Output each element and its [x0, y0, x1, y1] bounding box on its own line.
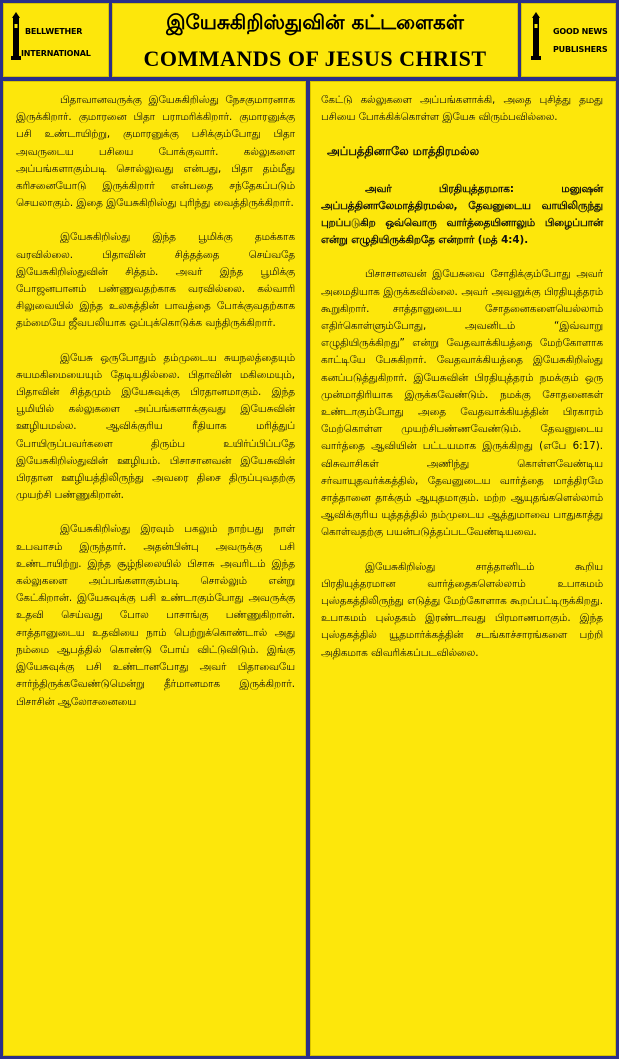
title-english: COMMANDS OF JESUS CHRIST — [143, 46, 487, 71]
left-paragraph-2: இயேசுகிறிஸ்து இந்த பூமிக்கு தமக்காக வரவில்லை. பிதாவின் சித்தத்தை செய்வதே இயேசுகிறிஸ்துவின் சித்தம். அவர் இந்த பூமிக்கு போஜனபானம் பண்ணுவதற்காக வரவில்லை. கல்வாரி சிலுவையில் இந்த உலகத்தின் பாவத்தை போக்குவதற்காக தம்மையே ஜீவபலியாக ஒப்புக்கொடுக்க வந்திருக்கிறார். — [16, 231, 295, 330]
right-logo-line2: PUBLISHERS — [553, 45, 608, 54]
left-column — [3, 81, 306, 1056]
left-paragraph-4: இயேசுகிறிஸ்து இரவும் பகலும் நாற்பது நாள் உபவாசம் இருந்தார். அதன்பின்பு அவருக்கு பசி உண்டாயிற்று. இந்த சூழ்நிலையில் பிசாசு அவரிடம் இந்த கல்லுகளை அப்பங்களாகும்படி சொல்லும் என்று கேட்கிறான். இயேசுவுக்கு பசி உண்டாகும்போது அவருக்கு உதவி செய்வது போல பாசாங்கு பண்ணுகிறான். சாத்தானுடைய உதவியை நாம் பெற்றுக்கொண்டால் அது நம்மை ஆபத்தில் கொண்டு போய் விட்டுவிடும். இங்கு இயேசுவுக்கு பசி உண்டானபோது அவர் பிதாவையே சார்ந்திருக்கவேண்டுமென்று தீர்மானமாக இருக்கிறார். பிசாசின் ஆலோசனையை — [16, 523, 295, 708]
left-paragraph-3: இயேசு ஒருபோதும் தம்முடைய சுயநலத்தையும் சுயமகிமையையும் தேடியதில்லை. பிதாவின் மகிமையும், பிதாவின் சித்தமும் இயேசுவுக்கு பிரதானமாகும். இந்த பூமியில் கல்லுகளை அப்பங்களாக்குவது இயேசுவின் ஊழியமல்ல. ஆவிக்குரிய ரீதியாக மரித்துப் போயிருப்பவர்களை திரும்ப உயிர்ப்பிப்பதே இயேசுகிறிஸ்துவின் ஊழியம். பிசாசானவன் இயேசுவின் பிரதான ஊழியத்திலிருந்து அவரை திசை திருப்புவதற்கு முயற்சி பண்ணுகிறான். — [16, 351, 295, 502]
left-paragraph-1: பிதாவானவருக்கு இயேசுகிறிஸ்து நேசகுமாரனாக இருக்கிறார். குமாரனை பிதா பராமரிக்கிறார். குமாரனுக்கு பசி உண்டாயிற்று, குமாரனுக்கு பசிக்கும்போது பிதா அவருடைய பசியை போக்குவார். கல்லுகளை அப்பங்களாகும்படி சொல்லுவது என்பது, பிதா தம்மீது கரிசனையோடு இருக்கிறார் என்பதை சந்தேகப்படும் செயலாகும். இதை இயேசுகிறிஸ்து புரிந்து வைத்திருக்கிறார். — [16, 94, 295, 210]
title-box — [112, 3, 518, 77]
right-paragraph-2: இயேசுகிறிஸ்து சாத்தானிடம் கூறிய பிரதியுத்தரமான வார்த்தைகளெல்லாம் உபாகமம் புஸ்தகத்திலிருந்து எடுத்து மேற்கோளாக கூறப்பட்டிருக்கிறது. உபாகமம் புஸ்தகம் இரண்டாவது பிரமாணமாகும். இந்த புஸ்தகத்தில் யூதமார்க்கத்தின் சடங்காச்சாரங்களை பற்றி அதிகமாக விவரிக்கப்படவில்லை. — [321, 560, 603, 659]
left-logo-line2: INTERNATIONAL — [21, 49, 91, 58]
right-column — [310, 81, 616, 1056]
section-title: அப்பத்தினாலே மாத்திரமல்ல — [327, 144, 480, 159]
right-continuation: கேட்டு கல்லுகளை அப்பங்களாக்கி, அதை புசித்து தமது பசியை போக்கிக்கொள்ள இயேசு விரும்பவில்லை. — [321, 94, 603, 124]
tower-icon — [530, 12, 542, 60]
right-paragraph-1: பிசாசானவன் இயேசுவை சோதிக்கும்போது அவர் அமைதியாக இருக்கவில்லை. அவர் அவனுக்கு பிரதியுத்தரம் கூறுகிறார். சாத்தானுடைய சோதனைகளையெல்லாம் எதிர்கொள்ளும்போது, அவனிடம் “இவ்வாறு எழுதியிருக்கிறது” என்று வேதவாக்கியத்தை மேற்கோளாக காட்டியே பேசுகிறார். வேதவாக்கியத்தை இயேசுகிறிஸ்து கனப்படுத்துகிறார். இயேசுவின் பிரதியுத்தரம் நமக்கும் ஒரு முன்மாதிரியாக இருக்கவேண்டும். நமக்கு சோதனைகள் உண்டாகும்போது அதை வேதவாக்கியத்தின் பிரகாரம் மேற்கொள்ள முயற்சிபண்ணவேண்டும். தேவனுடைய வார்த்தை ஆவியின் பட்டயமாக இருக்கிறது (எபே 6:17). விசுவாசிகள் அணிந்து கொள்ளவேண்டிய சர்வாயுதவர்க்கத்தில், தேவனுடைய வார்த்தை மாத்திரமே சாத்தானை தாக்கும் ஆயுதமாகும். மற்ற ஆயுதங்களெல்லாம் ஆவிக்குரிய யுத்தத்தில் நம்முடைய ஆத்துமாவை பாதுகாத்து கொள்வதற்கு பயன்படுத்தப்படவேண்டியவை. — [321, 268, 603, 539]
scripture-quote: அவர் பிரதியுத்தரமாக: மனுஷன் அப்பத்தினாலேமாத்திரமல்ல, தேவனுடைய வாயிலிருந்து புறப்படுகிற ஒவ்வொரு வார்த்தையினாலும் பிழைப்பான் என்று எழுதியிருக்கிறதே என்றார் (மத் 4:4). — [321, 182, 603, 247]
left-logo-line1: BELLWETHER — [25, 27, 83, 36]
right-logo-line1: GOOD NEWS — [553, 27, 608, 36]
right-logo-box — [521, 3, 616, 77]
title-tamil: இயேசுகிறிஸ்துவின் கட்டளைகள் — [166, 10, 464, 34]
left-logo-box — [3, 3, 109, 77]
